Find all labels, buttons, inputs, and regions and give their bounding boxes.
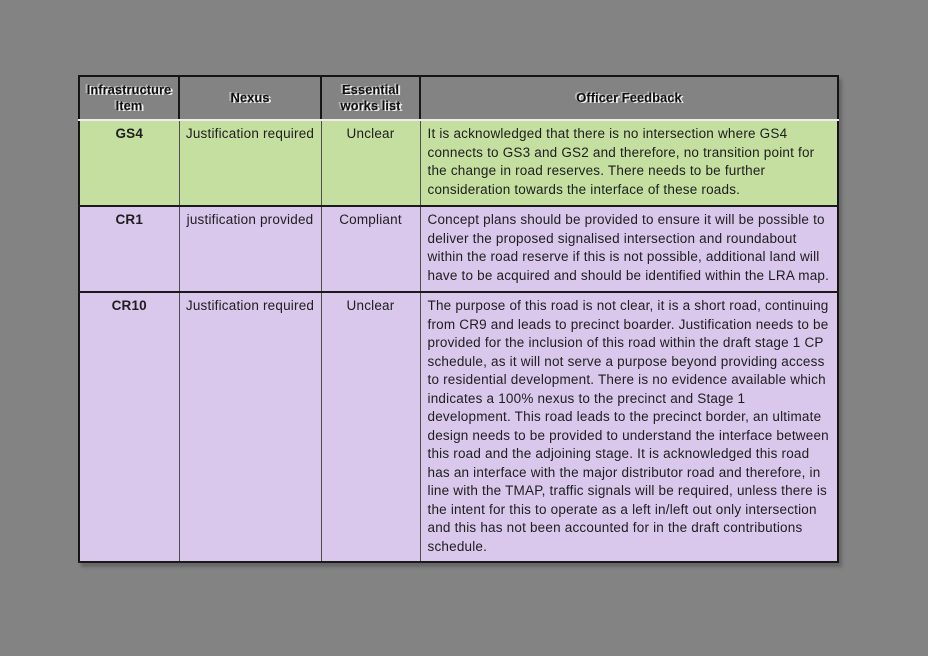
cell-essential-works: Compliant xyxy=(321,206,420,292)
cell-nexus: justification provided xyxy=(179,206,321,292)
cell-essential-works: Unclear xyxy=(321,292,420,562)
cell-essential-works: Unclear xyxy=(321,120,420,206)
table-row-cr10 xyxy=(79,292,838,562)
table-row-cr1 xyxy=(79,206,838,292)
col-header-nexus: Nexus xyxy=(179,76,321,120)
officer-feedback-table-container xyxy=(78,75,839,563)
cell-nexus: Justification required xyxy=(179,120,321,206)
cell-item: CR1 xyxy=(79,206,179,292)
cell-officer-feedback: The purpose of this road is not clear, it is a short road, continuing from CR9 and leads to precinct boarder. Justification needs to be provided for the inclusion of this road within the draft stage 1 CP schedule, as it will not serve a purpose beyond providing access to residential development. There is no evidence available which indicates a 100% nexus to the precinct and Stage 1 development. This road leads to the precinct border, an ultimate design needs to be provided to understand the interface between this road and the adjoining stage. It is acknowledged this road has an interface with the major distributor road and therefore, in line with the TMAP, traffic signals will be required, unless there is the intent for this to operate as a left in/left out only intersection and this has not been accounted for in the draft contributions schedule. xyxy=(420,292,838,562)
cell-item: CR10 xyxy=(79,292,179,562)
col-header-officer-feedback: Officer Feedback xyxy=(420,76,838,120)
col-header-essential-works-list: Essential works list xyxy=(321,76,420,120)
col-header-infrastructure-item: Infrastructure Item xyxy=(79,76,179,120)
infrastructure-review-table xyxy=(78,75,839,563)
cell-officer-feedback: It is acknowledged that there is no intersection where GS4 connects to GS3 and GS2 and therefore, no transition point for the change in road reserves. There needs to be further consideration towards the interface of these roads. xyxy=(420,120,838,206)
cell-officer-feedback: Concept plans should be provided to ensure it will be possible to deliver the proposed signalised intersection and roundabout within the road reserve if this is not possible, additional land will have to be acquired and should be identified within the LRA map. xyxy=(420,206,838,292)
header-row xyxy=(79,76,838,120)
cell-nexus: Justification required xyxy=(179,292,321,562)
cell-item: GS4 xyxy=(79,120,179,206)
table-row-gs4 xyxy=(79,120,838,206)
